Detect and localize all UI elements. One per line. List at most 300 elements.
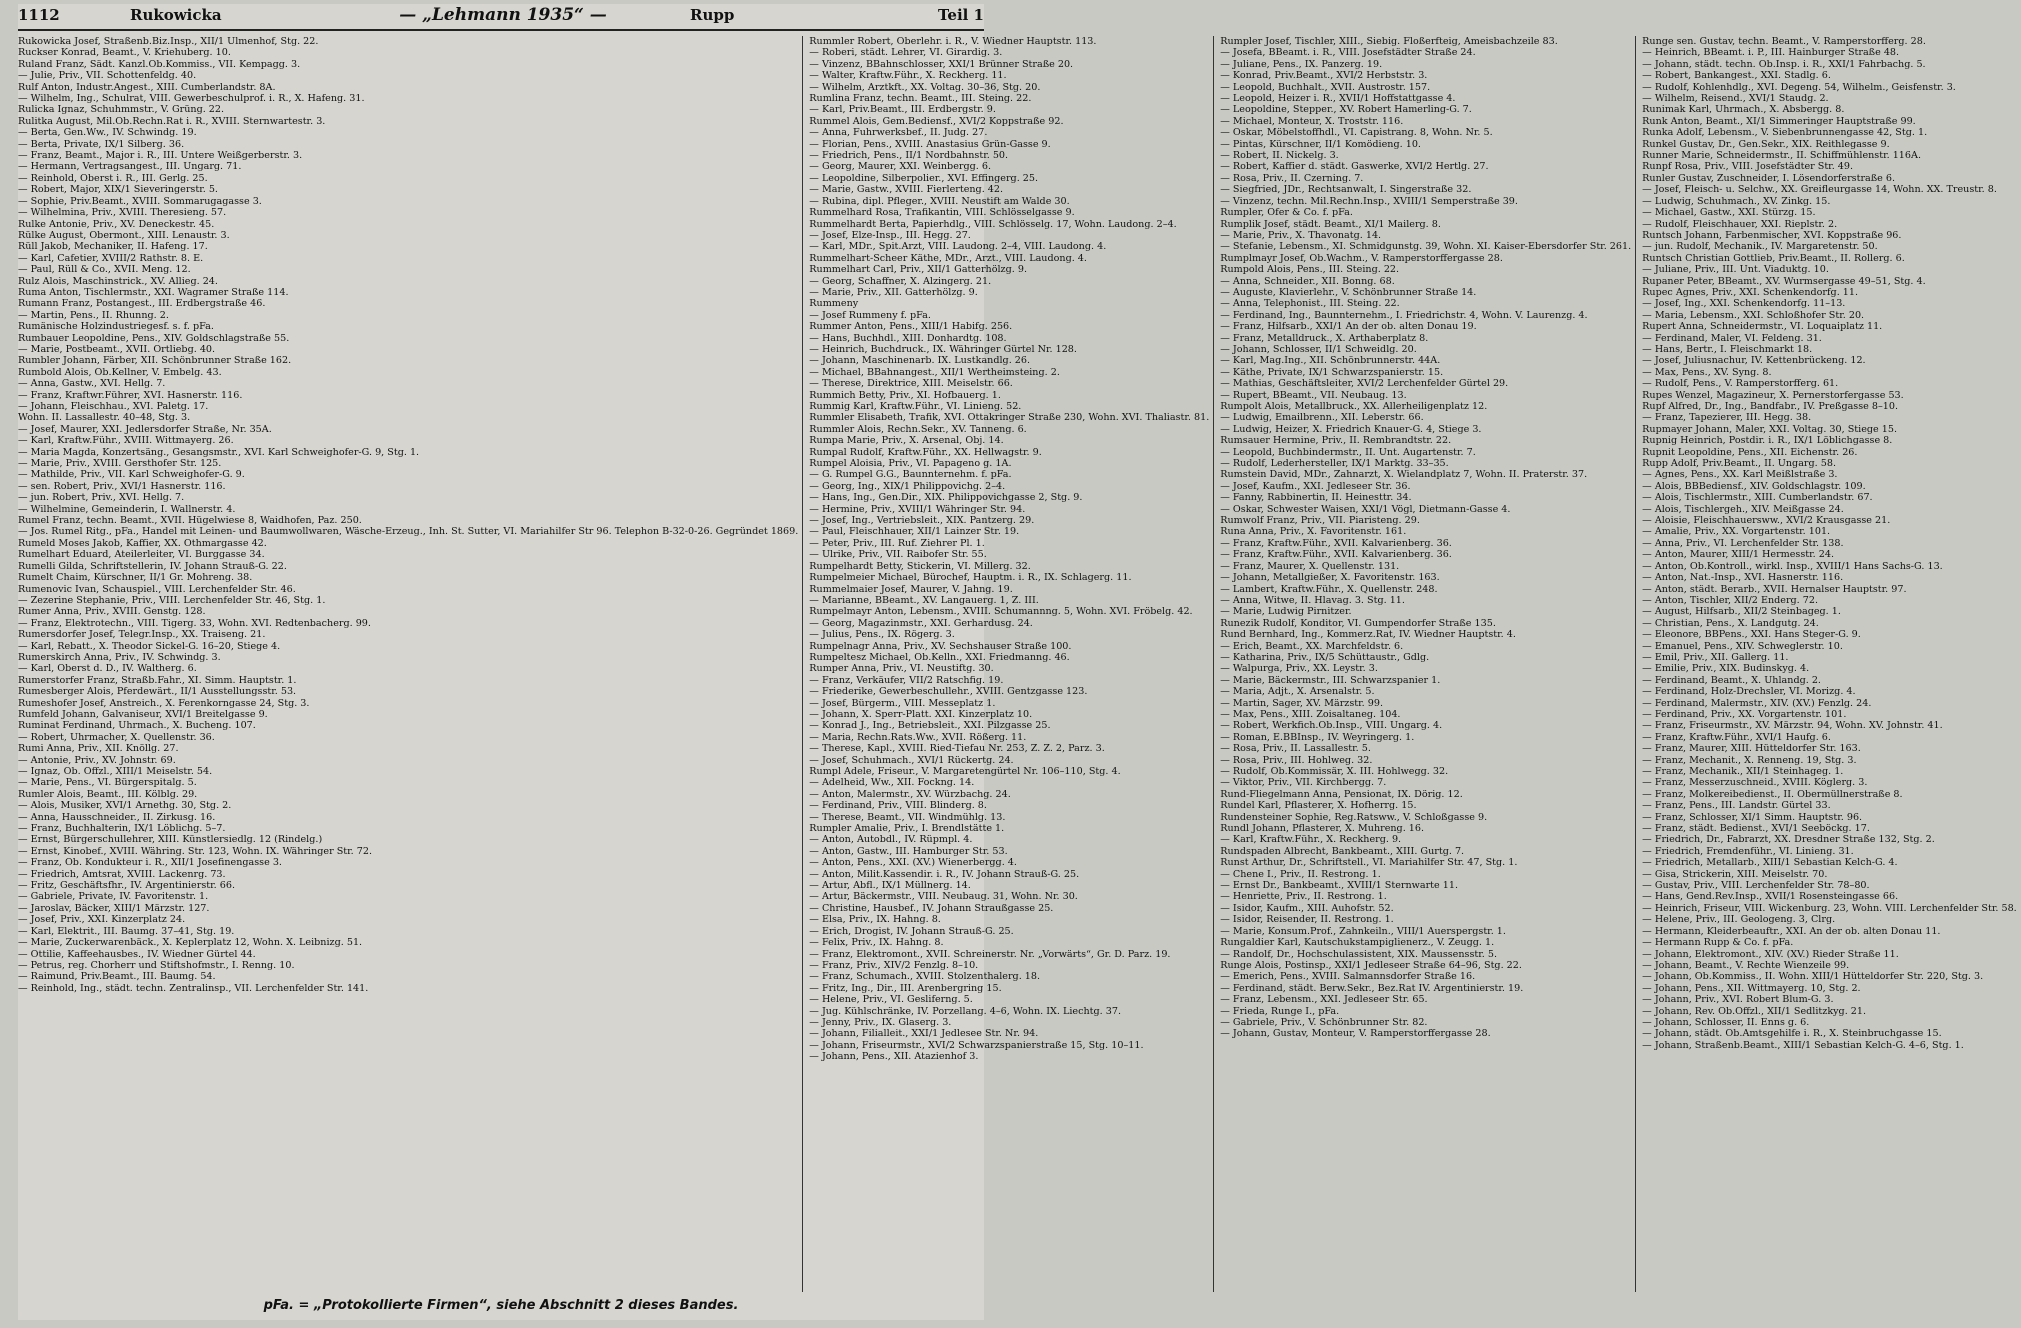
directory-entry: — Katharina, Priv., IX/5 Schüttaustr., Gdlg. — [1220, 651, 1430, 663]
directory-entry: — Helene, Priv., III. Geologeng. 3, Clrg. — [1642, 914, 1836, 926]
directory-entry: — Marie, Ludwig Pirnitzer. — [1220, 606, 1352, 618]
directory-entry: — Juliane, Priv., III. Unt. Viaduktg. 10. — [1642, 264, 1829, 276]
directory-entry: Rummig Karl, Kraftw.Führ., VI. Linieng. 52. — [809, 401, 1022, 412]
directory-entry: — Franz, Maurer, X. Quellenstr. 131. — [1220, 560, 1400, 572]
directory-entry: — Anton, Maurer, XIII/1 Hermesstr. 24. — [1642, 549, 1835, 561]
directory-entry: Ruckser Konrad, Beamt., V. Kriehuberg. 10. — [18, 47, 231, 59]
directory-entry: — Gustav, Priv., VIII. Lerchenfelder Str. 78–80. — [1642, 880, 1870, 892]
directory-entry: — Alois, Tischlermstr., XIII. Cumberlandstr. 67. — [1642, 492, 1873, 504]
directory-entry: Rumfeld Johann, Galvaniseur, XVI/1 Breitelgasse 9. — [18, 708, 268, 720]
directory-entry: Rund Bernhard, Ing., Kommerz.Rat, IV. Wiedner Hauptstr. 4. — [1220, 629, 1516, 641]
directory-entry: — sen. Robert, Priv., XVI/1 Hasnerstr. 116. — [18, 480, 226, 492]
directory-entry: — Franz, Ob. Kondukteur i. R., XII/1 Josefinengasse 3. — [18, 857, 282, 869]
directory-entry: — Anton, städt. Berarb., XVII. Hernalser Hauptstr. 97. — [1642, 583, 1907, 595]
directory-entry: — Walpurga, Priv., XX. Leystr. 3. — [1220, 663, 1378, 675]
directory-entry: — Sophie, Priv.Beamt., XVIII. Sommarugagasse 3. — [18, 195, 262, 207]
directory-entry: — Ferdinand, Malermstr., XIV. (XV.) Fenzlg. 24. — [1642, 697, 1872, 709]
directory-entry: — Alois, Musiker, XVI/1 Arnethg. 30, Stg. 2. — [18, 800, 232, 812]
directory-entry: — Josef, Ing., Vertriebsleit., XIX. Pantzerg. 29. — [809, 515, 1035, 527]
directory-entry: — G. Rumpel G.G., Baunnternehm. f. pFa. — [809, 469, 1012, 481]
directory-entry: — Rudolf, Ob.Kommissär, X. III. Hohlwegg. 32. — [1220, 766, 1449, 777]
directory-entry: Runimak Karl, Uhrmach., X. Absbergg. 8. — [1642, 104, 1845, 116]
directory-entry: — Pintas, Kürschner, II/1 Komödieng. 10. — [1220, 138, 1421, 150]
directory-entry: — Lambert, Kraftw.Führ., X. Quellenstr. 248. — [1220, 583, 1438, 595]
directory-entry: Rumi Anna, Priv., XII. Knöllg. 27. — [18, 743, 179, 755]
directory-entry: — Karl, MDr., Spit.Arzt, VIII. Laudong. 2–4, VIII. Laudong. 4. — [809, 241, 1107, 253]
directory-entry: — Franz, Pens., III. Landstr. Gürtel 33. — [1642, 800, 1831, 812]
directory-entry: — Auguste, Klavierlehr., V. Schönbrunner Straße 14. — [1220, 286, 1477, 298]
directory-entry: — Rudolf, Pens., V. Ramperstorfferg. 61. — [1642, 378, 1839, 390]
directory-entry: Rummelhart Carl, Priv., XII/1 Gatterhölzg. 9. — [809, 264, 1028, 276]
directory-entry: — Franz, Kraftw.Führ., XVII. Kalvarienberg. 36. — [1220, 537, 1452, 549]
directory-entry: Rund-Fliegelmann Anna, Pensionat, IX. Dörig. 12. — [1220, 788, 1463, 800]
directory-entry: — Gisa, Strickerin, XIII. Meiselstr. 70. — [1642, 868, 1828, 880]
directory-entry: Rumpal Rudolf, Kraftw.Führ., XX. Hellwagstr. 9. — [809, 446, 1042, 458]
directory-entry: — Ferdinand, Priv., VIII. Blinderg. 8. — [809, 800, 987, 812]
directory-entry: Rupf Alfred, Dr., Ing., Bandfabr., IV. Preßgasse 8–10. — [1642, 401, 1899, 412]
directory-entry: — Josef Rummeny f. pFa. — [809, 309, 931, 321]
directory-entry: Rülke August, Obermont., XIII. Lenaustr. 3. — [18, 229, 230, 241]
directory-entry: — Karl, Kraftw.Führ., XVIII. Wittmayerg. 26. — [18, 435, 234, 447]
directory-entry: — Franz, Kraftw.Führ., XVII. Kalvarienberg. 36. — [1220, 549, 1452, 561]
directory-entry: — Franz, Maurer, XIII. Hütteldorfer Str. 163. — [1642, 743, 1861, 755]
directory-entry: — Franz, Messerzuschneid., XVIII. Köglerg. 3. — [1642, 777, 1868, 789]
directory-entry: Rumstein David, MDr., Zahnarzt, X. Wielandplatz 7, Wohn. II. Praterstr. 37. — [1220, 469, 1588, 481]
directory-entry: — Ernst, Kinobef., XVIII. Währing. Str. 123, Wohn. IX. Währinger Str. 72. — [18, 845, 373, 857]
directory-entry: — Roman, E.BBInsp., IV. Weyringerg. 1. — [1220, 731, 1415, 743]
directory-entry: Ruma Anton, Tischlermstr., XXI. Wagramer Straße 114. — [18, 286, 289, 298]
directory-entry: — Viktor, Priv., VII. Kirchbergg. 7. — [1220, 777, 1387, 789]
directory-entry: — Ludwig, Heizer, X. Friedrich Knauer-G. 4, Stiege 3. — [1220, 423, 1482, 435]
directory-entry: — Johann, Schlosser, II/1 Schweidlg. 20. — [1220, 343, 1417, 355]
directory-entry: — Agnes, Pens., XX. Karl Meißlstraße 3. — [1642, 469, 1838, 481]
directory-entry: — Martin, Sager, XV. Märzstr. 99. — [1220, 697, 1384, 709]
directory-entry: Rumplmayr Josef, Ob.Wachm., V. Ramperstorffergasse 28. — [1220, 252, 1503, 264]
directory-entry: — Franz, Beamt., Major i. R., III. Untere Weißgerberstr. 3. — [18, 150, 303, 162]
directory-entry: — Georg, Ing., XIX/1 Philippovichg. 2–4. — [809, 480, 1006, 492]
directory-entry: Rumpelnagr Anna, Priv., XV. Sechshauser Straße 100. — [809, 640, 1072, 652]
directory-entry: — Artur, Bäckermstr., VIII. Neubaug. 31, Wohn. Nr. 30. — [809, 891, 1078, 903]
directory-entry: — Johann, städt. techn. Ob.Insp. i. R., XXI/1 Fahrbachg. 5. — [1642, 58, 1926, 70]
directory-entry: — Josef, Priv., XXI. Kinzerplatz 24. — [18, 914, 186, 926]
directory-entry: Rumelli Gilda, Schriftstellerin, IV. Johann Strauß-G. 22. — [18, 560, 287, 572]
directory-entry: Rumwolf Franz, Priv., VII. Piaristeng. 29. — [1220, 515, 1420, 527]
directory-entry: — Rudolf, Fleischhauer, XXI. Rieplstr. 2. — [1642, 218, 1838, 230]
directory-entry: Rummeny — [809, 298, 859, 310]
directory-entry: — Karl, Oberst d. D., IV. Waltherg. 6. — [18, 663, 197, 675]
directory-entry: — Johann, Maschinenarb. IX. Lustkandlg. 26. — [809, 355, 1031, 367]
directory-entry: — Zezerine Stephanie, Priv., VIII. Lerchenfelder Str. 46, Stg. 1. — [18, 594, 326, 606]
directory-entry: — Hans, Gend.Rev.Insp., XVII/1 Rosensteingasse 66. — [1642, 891, 1899, 903]
directory-entry: Rumpel Aloisia, Priv., VI. Papageno g. 1A. — [809, 458, 1012, 470]
directory-entry: — Ernst, Bürgerschullehrer, XIII. Künstlersiedlg. 12 (Rindelg.) — [18, 834, 323, 846]
directory-entry: — Max, Pens., XIII. Zoisaltaneg. 104. — [1220, 708, 1401, 720]
directory-entry: — Anna, Gastw., XVI. Hellg. 7. — [18, 378, 166, 390]
directory-entry: — Stefanie, Lebensm., XI. Schmidgunstg. 39, Wohn. XI. Kaiser-Ebersdorfer Str. 261. — [1220, 241, 1632, 253]
directory-entry: Rummel Alois, Gem.Bediensf., XVI/2 Koppstraße 92. — [809, 115, 1064, 127]
directory-entry: — Friedrich, Dr., Fabrarzt, XX. Dresdner Straße 132, Stg. 2. — [1642, 834, 1935, 846]
directory-entry: — Emanuel, Pens., XIV. Schweglerstr. 10. — [1642, 640, 1843, 652]
directory-entry: — Therese, Beamt., VII. Windmühlg. 13. — [809, 811, 1006, 823]
directory-entry: — Anton, Autobdl., IV. Rüpmpl. 4. — [809, 834, 973, 846]
directory-entry: — Friedrich, Metallarb., XIII/1 Sebastian Kelch-G. 4. — [1642, 857, 1898, 869]
directory-entry: Rummelhardt Berta, Papierhdlg., VIII. Schlösselg. 17, Wohn. Laudong. 2–4. — [809, 218, 1177, 230]
directory-entry: — Vinzenz, BBahnschlosser, XXI/1 Brünner Straße 20. — [809, 58, 1074, 70]
header-first-name: Rukowicka — [130, 6, 222, 24]
directory-entry: Rulf Anton, Industr.Angest., XIII. Cumberlandstr. 8A. — [18, 81, 276, 93]
directory-entry: Rumplik Josef, städt. Beamt., XI/1 Mailerg. 8. — [1220, 218, 1441, 230]
directory-entry: — Anton, Pens., XXI. (XV.) Wienerbergg. 4. — [809, 857, 1017, 869]
directory-entry: — Robert, II. Nickelg. 3. — [1220, 150, 1339, 162]
directory-entry: Rumerskirch Anna, Priv., IV. Schwindg. 3. — [18, 651, 221, 663]
directory-entry: — Leopold, Buchhalt., XVII. Austrostr. 157. — [1220, 81, 1431, 93]
directory-entry: — Franz, Schlosser, XI/1 Simm. Hauptstr. 96. — [1642, 811, 1863, 823]
directory-entry: Rummelhart-Scheer Käthe, MDr., Arzt., VIII. Laudong. 4. — [809, 252, 1087, 264]
directory-entry: — Max, Pens., XV. Syng. 8. — [1642, 366, 1772, 378]
directory-entry: — Frieda, Runge I., pFa. — [1220, 1005, 1340, 1017]
directory-entry: — Josef, Bürgerm., VIII. Messeplatz 1. — [809, 697, 996, 709]
directory-entry: — Siegfried, JDr., Rechtsanwalt, I. Singerstraße 32. — [1220, 184, 1472, 196]
directory-entry: Rummler Alois, Rechn.Sekr., XV. Tanneng. 6. — [809, 423, 1027, 435]
directory-entry: — Marie, Pens., VI. Bürgerspitalg. 5. — [18, 777, 197, 789]
directory-entry: — Maria, Rechn.Rats.Ww., XVII. Rößerg. 11. — [809, 731, 1027, 743]
directory-entry: — Hans, Ing., Gen.Dir., XIX. Philippovichgasse 2, Stg. 9. — [809, 492, 1083, 504]
directory-entry: Ruminat Ferdinand, Uhrmach., X. Bucheng. 107. — [18, 720, 256, 732]
directory-entry: — Hans, Buchhdl., XIII. Donhardtg. 108. — [809, 332, 1007, 344]
directory-entry: — Johann, Schlosser, II. Enns g. 6. — [1642, 1016, 1810, 1028]
directory-title: — „Lehmann 1935“ — — [399, 5, 607, 25]
directory-page — [18, 4, 2017, 1320]
directory-entry: Rumpler, Ofer & Co. f. pFa. — [1220, 207, 1353, 219]
directory-entry: Rupes Wenzel, Magazineur, X. Pernerstorfergasse 53. — [1642, 389, 1904, 401]
directory-entry: — Heinrich, Buchdruck., IX. Währinger Gürtel Nr. 128. — [809, 343, 1077, 355]
directory-entry: — Anna, Schneider., XII. Bonng. 68. — [1220, 275, 1395, 287]
directory-entry: — Franz, Lebensm., XXI. Jedleseer Str. 65. — [1220, 994, 1428, 1006]
directory-entry: Rumsauer Hermine, Priv., II. Rembrandtstr. 22. — [1220, 435, 1452, 447]
directory-entry: Rungaldier Karl, Kautschukstampiglienerz., V. Zeugg. 1. — [1220, 937, 1495, 949]
directory-entry: — Franz, Verkäufer, VII/2 Ratschfig. 19. — [809, 674, 1004, 686]
directory-entry: Runezik Rudolf, Konditor, VI. Gumpendorfer Straße 135. — [1220, 617, 1496, 629]
directory-entry: — Konrad, Priv.Beamt., XVI/2 Herbststr. 3. — [1220, 70, 1428, 82]
directory-entry: — Rudolf, Kohlenhdlg., XVI. Degeng. 54, Wilhelm., Geisfenstr. 3. — [1642, 81, 1956, 93]
directory-entry: — Johann, Ob.Kommiss., II. Wohn. XIII/1 Hütteldorfer Str. 220, Stg. 3. — [1642, 971, 1984, 983]
directory-entry: — Johann, Priv., XVI. Robert Blum-G. 3. — [1642, 994, 1834, 1006]
directory-entry: — Leopold, Buchbindermstr., II. Unt. Augartenstr. 7. — [1220, 446, 1476, 458]
directory-entry: — Josef, Ing., XXI. Schenkendorfg. 11–13. — [1642, 298, 1846, 310]
directory-entry: Rumpler Josef, Tischler, XIII., Siebig. Floßerfteig, Ameisbachzeile 83. — [1220, 36, 1558, 47]
directory-entry: Rumeld Moses Jakob, Kaffier, XX. Othmargasse 42. — [18, 537, 267, 549]
directory-entry: — Julius, Pens., IX. Rögerg. 3. — [809, 629, 955, 641]
directory-entry: — Karl, Cafetier, XVIII/2 Rathstr. 8. E. — [18, 252, 204, 264]
directory-entry: Rumpelmeier Michael, Bürochef, Hauptm. i. R., IX. Schlagerg. 11. — [809, 572, 1132, 584]
directory-entry: — Elsa, Priv., IX. Hahng. 8. — [809, 914, 941, 926]
directory-entry: — Raimund, Priv.Beamt., III. Baumg. 54. — [18, 971, 216, 983]
directory-entry: — Gabriele, Private, IV. Favoritenstr. 1. — [18, 891, 209, 903]
directory-entry: Rumpold Alois, Pens., III. Steing. 22. — [1220, 264, 1400, 276]
directory-entry: — Hermann Rupp & Co. f. pFa. — [1642, 937, 1794, 949]
directory-entry: — Johann, Elektromont., XIV. (XV.) Rieder Straße 11. — [1642, 948, 1899, 960]
directory-entry: — Marie, Postbeamt., XVII. Ortliebg. 40. — [18, 343, 216, 355]
directory-entry: — Johann, Friseurmstr., XVI/2 Schwarzspanierstraße 15, Stg. 10–11. — [809, 1039, 1144, 1051]
directory-entry: Rumbauer Leopoldine, Pens., XIV. Goldschlagstraße 55. — [18, 332, 290, 344]
directory-entry: — Wilhelm, Ing., Schulrat, VIII. Gewerbeschulprof. i. R., X. Hafeng. 31. — [18, 93, 365, 105]
directory-entry: — Erich, Beamt., XX. Marchfeldstr. 6. — [1220, 640, 1404, 652]
directory-entry: — Karl, Elektrit., III. Baumg. 37–41, Stg. 19. — [18, 925, 235, 937]
directory-entry: — Johann, Beamt., V. Rechte Wienzeile 99. — [1642, 959, 1850, 971]
directory-entry: — Marie, Bäckermstr., III. Schwarzspanier 1. — [1220, 674, 1441, 686]
directory-entry: — Franz, Elektrotechn., VIII. Tigerg. 33, Wohn. XVI. Redtenbacherg. 99. — [18, 617, 371, 629]
part-label: Teil 1 — [937, 6, 984, 24]
directory-entry: — Josef, Kaufm., XXI. Jedleseer Str. 36. — [1220, 480, 1411, 492]
directory-entry: — Johann, Metallgießer, X. Favoritenstr. 163. — [1220, 572, 1440, 584]
directory-entry: — Josef, Fleisch- u. Selchw., XX. Greifleurgasse 14, Wohn. XX. Treustr. 8. — [1642, 184, 1997, 196]
directory-entry: — Henriette, Priv., II. Restrong. 1. — [1220, 891, 1387, 903]
directory-entry: Rumper Anna, Priv., VI. Neustiftg. 30. — [809, 663, 994, 675]
directory-entry: — Ferdinand, Beamt., X. Uhlandg. 2. — [1642, 674, 1821, 686]
directory-entry: — Marie, Konsum.Prof., Zahnkeiln., VIII/1 Auerspergstr. 1. — [1220, 925, 1506, 937]
directory-entry: Wohn. II. Lassallestr. 40–48, Stg. 3. — [18, 412, 191, 424]
directory-entry: — Johann, Rev. Ob.Offzl., XII/1 Sedlitzkyg. 21. — [1642, 1005, 1867, 1017]
directory-entry: Rüll Jakob, Mechaniker, II. Hafeng. 17. — [18, 241, 208, 253]
directory-entry: Rumänische Holzindustriegesf. s. f. pFa. — [18, 321, 214, 333]
directory-entry: — August, Hilfsarb., XII/2 Steinbageg. 1. — [1642, 606, 1841, 618]
directory-entry: — Johann, städt. Ob.Amtsgehilfe i. R., X. Steinbruchgasse 15. — [1642, 1028, 1942, 1040]
directory-entry: — Roberi, städt. Lehrer, VI. Girardig. 3. — [809, 47, 1003, 59]
directory-entry: — Alois, BBBediensf., XIV. Goldschlagstr. 109. — [1642, 480, 1866, 492]
directory-entry: Rumenovic Ivan, Schauspiel., VIII. Lerchenfelder Str. 46. — [18, 583, 296, 595]
directory-entry: — Rosa, Priv., II. Lassallestr. 5. — [1220, 743, 1371, 755]
directory-entry: Rundl Johann, Pflasterer, X. Muhreng. 16. — [1220, 823, 1425, 835]
directory-entry: — Maria Magda, Konzertsäng., Gesangsmstr., XVI. Karl Schweighofer-G. 9, Stg. 1. — [18, 446, 420, 458]
directory-entry: Rumann Franz, Postangest., III. Erdbergstraße 46. — [18, 298, 266, 310]
directory-entry: — Friederike, Gewerbeschullehr., XVIII. Gentzgasse 123. — [809, 686, 1088, 698]
directory-entry: — Jenny, Priv., IX. Glaserg. 3. — [809, 1016, 952, 1028]
directory-entry: — Maria, Adjt., X. Arsenalstr. 5. — [1220, 686, 1375, 698]
directory-entry: — Rubina, dipl. Pfleger., XVIII. Neustift am Walde 30. — [809, 195, 1070, 207]
directory-entry: — Isidor, Kaufm., XIII. Auhofstr. 52. — [1220, 902, 1394, 914]
directory-entry: — Anton, Nat.-Insp., XVI. Hasnerstr. 116. — [1642, 572, 1844, 584]
directory-entry: — Anna, Witwe, II. Hlavag. 3. Stg. 11. — [1220, 594, 1405, 606]
directory-entry: — Anton, Tischler, XII/2 Enderg. 72. — [1642, 594, 1819, 606]
directory-entry: Rumelt Chaim, Kürschner, II/1 Gr. Mohreng. 38. — [18, 572, 253, 584]
footer-note: pFa. = „Protokollierte Firmen“, siehe Abschnitt 2 dieses Bandes. — [263, 1298, 739, 1313]
directory-entry: Runner Marie, Schneidermstr., II. Schiffmühlenstr. 116A. — [1642, 150, 1921, 162]
directory-entry: — Johann, Straßenb.Beamt., XIII/1 Sebastian Kelch-G. 4–6, Stg. 1. — [1642, 1039, 1964, 1051]
directory-entry: — Franz, Tapezierer, III. Hegg. 38. — [1642, 412, 1812, 424]
directory-entry: — Ignaz, Ob. Offzl., XIII/1 Meiselstr. 54. — [18, 766, 213, 777]
directory-entry: Rummler Elisabeth, Trafik, XVI. Ottakringer Straße 230, Wohn. XVI. Thaliastr. 81. — [809, 412, 1210, 424]
directory-entry: — Fritz, Ing., Dir., III. Arenbergring 15. — [809, 982, 1002, 994]
directory-entry: — Robert, Bankangest., XXI. Stadlg. 6. — [1642, 70, 1831, 82]
directory-entry: — Martin, Pens., II. Rhunng. 2. — [18, 309, 169, 321]
directory-entry: Rundel Karl, Pflasterer, X. Hofherrg. 15. — [1220, 800, 1417, 812]
directory-entry: — Michael, Gastw., XXI. Stürzg. 15. — [1642, 207, 1816, 219]
directory-entry: — Käthe, Private, IX/1 Schwarzspanierstr. 15. — [1220, 366, 1444, 378]
directory-entry: — Marie, Gastw., XVIII. Fierlerteng. 42. — [809, 184, 1004, 196]
directory-entry: Runge sen. Gustav, techn. Beamt., V. Ramperstorfferg. 28. — [1642, 36, 1926, 47]
directory-entry: — Anna, Telephonist., III. Steing. 22. — [1220, 298, 1400, 310]
directory-entry: — Hermann, Kleiderbeauftr., XXI. An der ob. alten Donau 11. — [1642, 925, 1941, 937]
directory-entry: — Jaroslav, Bäcker, XIII/1 Märzstr. 127. — [18, 902, 210, 914]
directory-entry: — Friedrich, Fremdenführ., VI. Linieng. 31. — [1642, 845, 1854, 857]
directory-entry: Rulke Antonie, Priv., XV. Deneckestr. 45. — [18, 218, 215, 230]
directory-entry: — Rupert, BBeamt., VII. Neubaug. 13. — [1220, 389, 1407, 401]
directory-entry: Rumbler Johann, Färber, XII. Schönbrunner Straße 162. — [18, 355, 292, 367]
directory-entry: — Therese, Direktrice, XIII. Meiselstr. 66. — [809, 378, 1013, 390]
directory-entry: Rumel Franz, techn. Beamt., XVII. Hügelwiese 8, Waidhofen, Paz. 250. — [18, 515, 362, 527]
directory-entry: — Josef, Schuhmach., XVI/1 Rückertg. 24. — [809, 754, 1014, 766]
directory-entry: — Josef, Juliusnachur, IV. Kettenbrückeng. 12. — [1642, 355, 1866, 367]
directory-entry: — Emil, Priv., XII. Gallerg. 11. — [1642, 651, 1789, 663]
directory-entry: Rumpelhardt Betty, Stickerin, VI. Millerg. 32. — [809, 560, 1031, 572]
directory-entry: Rupec Agnes, Priv., XXI. Schenkendorfg. 11. — [1642, 286, 1859, 298]
directory-entry: — Friedrich, Pens., II/1 Nordbahnstr. 50. — [809, 150, 1009, 162]
directory-entry: Runtsch Johann, Farbenmischer, XVI. Koppstraße 96. — [1642, 229, 1902, 241]
directory-entry: — Juliane, Pens., IX. Panzerg. 19. — [1220, 58, 1383, 70]
header-last-name: Rupp — [690, 6, 735, 24]
directory-entry: Rummelhard Rosa, Trafikantin, VIII. Schlösselgasse 9. — [809, 207, 1075, 219]
directory-entry: — Michael, Monteur, X. Troststr. 116. — [1220, 115, 1404, 127]
directory-entry: — Wilhelm, Arztkft., XX. Voltag. 30–36, Stg. 20. — [809, 81, 1041, 93]
directory-entry: — Heinrich, BBeamt. i. P., III. Hainburger Straße 48. — [1642, 47, 1900, 59]
directory-entry: — Friedrich, Amtsrat, XVIII. Lackenrg. 73. — [18, 868, 226, 880]
directory-entry: Rumlina Franz, techn. Beamt., III. Steing. 22. — [809, 93, 1032, 105]
directory-entry: — Johann, Fleischhau., XVI. Paletg. 17. — [18, 401, 209, 412]
directory-entry: — Konrad J., Ing., Betriebsleit., XXI. Pilzgasse 25. — [809, 720, 1051, 732]
directory-entry: — Karl, Priv.Beamt., III. Erdbergstr. 9. — [809, 104, 996, 116]
page-number: 1112 — [18, 6, 60, 24]
directory-entry: Rumeshofer Josef, Anstreich., X. Ferenkorngasse 24, Stg. 3. — [18, 697, 310, 709]
directory-entry: Rumpelmayr Anton, Lebensm., XVIII. Schumannng. 5, Wohn. XVI. Fröbelg. 42. — [809, 606, 1193, 618]
directory-entry: Rumler Alois, Beamt., III. Kölblg. 29. — [18, 788, 198, 800]
directory-entry: — Franz, städt. Bedienst., XVI/1 Seeböckg. 17. — [1642, 823, 1870, 835]
directory-entry: — Georg, Maurer, XXI. Weinbergg. 6. — [809, 161, 991, 173]
directory-entry: Rulitka August, Mil.Ob.Rechn.Rat i. R., XVIII. Sternwartestr. 3. — [18, 115, 326, 127]
directory-entry: — Leopold, Heizer i. R., XVII/1 Hoffstattgasse 4. — [1220, 93, 1456, 105]
directory-entry: — Josef, Maurer, XXI. Jedlersdorfer Straße, Nr. 35A. — [18, 423, 272, 435]
directory-entry: — Alois, Tischlergeh., XIV. Meißgasse 24. — [1642, 503, 1844, 515]
directory-entry: — Franz, Kraftw.Führ., XVI/1 Haufg. 6. — [1642, 731, 1831, 743]
directory-entry: — Anton, Gastw., III. Hamburger Str. 53. — [809, 845, 1008, 857]
directory-entry: — Ferdinand, Holz-Drechsler, VI. Morizg. 4. — [1642, 686, 1856, 698]
directory-entry: — Julie, Priv., VII. Schottenfeldg. 40. — [18, 70, 197, 82]
directory-entry: Rumpa Marie, Priv., X. Arsenal, Obj. 14. — [809, 435, 1004, 447]
directory-entry: — Georg, Schaffner, X. Alzingerg. 21. — [809, 275, 992, 287]
directory-entry: — Therese, Kapl., XVIII. Ried-Tiefau Nr. 253, Z. Z. 2, Parz. 3. — [809, 743, 1105, 755]
directory-entry: — Franz, Friseurmstr., XV. Märzstr. 94, Wohn. XV. Johnstr. 41. — [1642, 720, 1943, 732]
directory-entry: — Ottilie, Kaffeehausbes., IV. Wiedner Gürtel 44. — [18, 948, 256, 960]
directory-entry: — Erich, Drogist, IV. Johann Strauß-G. 25. — [809, 925, 1014, 937]
directory-entry: — Franz, Kraftwr.Führer, XVI. Hasnerstr. 116. — [18, 389, 243, 401]
directory-entry: — Robert, Werkfich.Ob.Insp., VIII. Ungarg. 4. — [1220, 720, 1443, 732]
directory-entry: Runkel Gustav, Dr., Gen.Sekr., XIX. Reithlegasse 9. — [1642, 138, 1890, 150]
directory-entry: Runk Anton, Beamt., XI/1 Simmeringer Hauptstraße 99. — [1642, 115, 1916, 127]
directory-entry: — Hermann, Vertragsangest., III. Ungarg. 71. — [18, 161, 242, 173]
directory-entry: — Mathias, Geschäftsleiter, XVI/2 Lerchenfelder Gürtel 29. — [1220, 378, 1509, 390]
directory-entry: Rupp Adolf, Priv.Beamt., II. Ungarg. 58. — [1642, 458, 1837, 470]
directory-entry: — Ernst Dr., Bankbeamt., XVIII/1 Sternwarte 11. — [1220, 880, 1459, 892]
directory-entry: Rulicka Ignaz, Schuhmmstr., V. Grüng. 22. — [18, 104, 225, 116]
directory-entry: Rukowicka Josef, Straßenb.Biz.Insp., XII/1 Ulmenhof, Stg. 22. — [18, 36, 319, 47]
directory-entry: — Emerich, Pens., XVIII. Salmannsdorfer Straße 16. — [1220, 971, 1476, 983]
directory-entry: — Hans, Bertr., I. Fleischmarkt 18. — [1642, 343, 1813, 355]
directory-entry: — Rosa, Priv., III. Hohlweg. 32. — [1220, 754, 1373, 766]
directory-entry: Rupert Anna, Schneidermstr., VI. Loquaiplatz 11. — [1642, 321, 1883, 333]
directory-entry: — jun. Robert, Priv., XVI. Hellg. 7. — [18, 492, 185, 504]
directory-entry: — Johann, Pens., XII. Atazienhof 3. — [809, 1051, 979, 1063]
directory-entry: Runge Alois, Postinsp., XXI/1 Jedleseer Straße 64–96, Stg. 22. — [1220, 959, 1522, 971]
directory-entry: — Michael, BBahnangest., XII/1 Wertheimsteing. 2. — [809, 366, 1060, 378]
directory-entry: — Marie, Zuckerwarenbäck., X. Keplerplatz 12, Wohn. X. Leibnizg. 51. — [18, 937, 363, 949]
directory-entry: — Ferdinand, Ing., Baunnternehm., I. Friedrichstr. 4, Wohn. V. Laurenzg. 4. — [1220, 309, 1588, 321]
directory-entry: — Emilie, Priv., XIX. Budinskyg. 4. — [1642, 663, 1810, 675]
directory-entry: — Walter, Kraftw.Führ., X. Reckherg. 11. — [809, 70, 1007, 82]
directory-entry: Rumer Anna, Priv., XVIII. Genstg. 128. — [18, 606, 206, 618]
directory-entry: — Franz, Elektromont., XVII. Schreinerstr. Nr. „Vorwärts“, Gr. D. Parz. 19. — [809, 948, 1171, 960]
header-rule — [18, 29, 984, 31]
directory-entry: — Anna, Priv., VI. Lerchenfelder Str. 138. — [1642, 537, 1844, 549]
directory-entry: — Karl, Rebatt., X. Theodor Sickel-G. 16–20, Stiege 4. — [18, 640, 281, 652]
directory-entry: — Oskar, Möbelstoffhdl., VI. Capistrang. 8, Wohn. Nr. 5. — [1220, 127, 1493, 139]
directory-entry: Rumpler Amalie, Priv., I. Brendlstätte 1. — [809, 823, 1005, 835]
directory-entry: — Franz, Buchhalterin, IX/1 Löblichg. 5–7. — [18, 823, 226, 835]
directory-entry: Runler Gustav, Zuschneider, I. Lösendorferstraße 6. — [1642, 172, 1896, 184]
directory-entry: — Georg, Magazinmstr., XXI. Gerhardusg. 24. — [809, 617, 1033, 629]
directory-entry: — Jug. Kühlschränke, IV. Porzellang. 4–6, Wohn. IX. Liechtg. 37. — [809, 1005, 1121, 1017]
directory-entry: — Anton, Ob.Kontroll., wirkl. Insp., XVIII/1 Hans Sachs-G. 13. — [1642, 560, 1943, 572]
directory-entry: — Aloisie, Fleischhauersww., XVI/2 Krausgasse 21. — [1642, 515, 1891, 527]
directory-entry: — Johann, Filialleit., XXI/1 Jedlesee Str. Nr. 94. — [809, 1028, 1039, 1040]
directory-entry: Rundspaden Albrecht, Bankbeamt., XIII. Gurtg. 7. — [1220, 845, 1465, 857]
directory-entry: Rumerstorfer Franz, Straßb.Fahr., XI. Simm. Hauptstr. 1. — [18, 674, 297, 686]
column-3 — [1220, 36, 1636, 1292]
directory-entry: — Franz, Priv., XIV/2 Fenzlg. 8–10. — [809, 959, 979, 971]
directory-entry: — Fanny, Rabbinertin, II. Heinesttr. 34. — [1220, 492, 1412, 504]
directory-entry: — Josef, Elze-Insp., III. Hegg. 27. — [809, 229, 971, 241]
directory-entry: Rupmayer Johann, Maler, XXI. Voltag. 30, Stiege 15. — [1642, 423, 1898, 435]
directory-entry: — Ulrike, Priv., VII. Raibofer Str. 55. — [809, 549, 987, 561]
directory-entry: — Leopoldine, Silberpolier., XVI. Effingerg. 25. — [809, 172, 1039, 184]
directory-entry: Ruland Franz, Sädt. Kanzl.Ob.Kommiss., VII. Kempagg. 3. — [18, 58, 301, 70]
directory-entry: Runtsch Christian Gottlieb, Priv.Beamt., II. Rollerg. 6. — [1642, 252, 1905, 264]
directory-entry: Rumpolt Alois, Metallbruck., XX. Allerheiligenplatz 12. — [1220, 401, 1488, 412]
directory-entry: — Berta, Gen.Ww., IV. Schwindg. 19. — [18, 127, 197, 139]
directory-entry: — Anna, Hausschneider., II. Zirkusg. 16. — [18, 811, 216, 823]
directory-entry: — Heinrich, Friseur, VIII. Wickenburg. 23, Wohn. VIII. Lerchenfelder Str. 58. — [1642, 902, 2017, 914]
directory-entry: — Randolf, Dr., Hochschulassistent, XIX. Maussensstr. 5. — [1220, 948, 1498, 960]
directory-entry: — Marie, Priv., XII. Gatterhölzg. 9. — [809, 286, 978, 298]
directory-entry: — Reinhold, Oberst i. R., III. Gerlg. 25. — [18, 172, 208, 184]
directory-entry: Rupnit Leopoldine, Pens., XII. Eichenstr. 26. — [1642, 446, 1858, 458]
directory-entry: — Isidor, Reisender, II. Restrong. 1. — [1220, 914, 1394, 926]
directory-entry: — Ferdinand, Priv., XX. Vorgartenstr. 101. — [1642, 708, 1847, 720]
directory-entry: — Artur, Abfl., IX/1 Müllnerg. 14. — [809, 880, 971, 892]
directory-entry: — Franz, Metalldruck., X. Arthaberplatz 8. — [1220, 332, 1429, 344]
directory-entry: Rumpl Adele, Friseur., V. Margaretengürtel Nr. 106–110, Stg. 4. — [809, 766, 1121, 777]
directory-entry: Runka Adolf, Lebensm., V. Siebenbrunnengasse 42, Stg. 1. — [1642, 127, 1928, 139]
directory-entry: — Eleonore, BBPens., XXI. Hans Steger-G. 9. — [1642, 629, 1861, 641]
directory-entry: — Anna, Fuhrwerksbef., II. Judg. 27. — [809, 127, 988, 139]
directory-entry: — Paul, Fleischhauer, XII/1 Lainzer Str. 19. — [809, 526, 1020, 538]
directory-entry: — Reinhold, Ing., städt. techn. Zentralinsp., VII. Lerchenfelder Str. 141. — [18, 982, 369, 994]
directory-entry: — Adelheid, Ww., XII. Fockng. 14. — [809, 777, 975, 789]
directory-entry: — Marie, Priv., XVIII. Gersthofer Str. 125. — [18, 458, 222, 470]
directory-entry: — Christine, Hausbef., IV. Johann Straußgasse 25. — [809, 902, 1054, 914]
directory-entry: — Mathilde, Priv., VII. Karl Schweighofer-G. 9. — [18, 469, 245, 481]
directory-entry: — jun. Rudolf, Mechanik., IV. Margaretenstr. 50. — [1642, 241, 1878, 253]
directory-entry: — Helene, Priv., VI. Gesliferng. 5. — [809, 994, 973, 1006]
directory-entry: — Josefa, BBeamt. i. R., VIII. Josefstädter Straße 24. — [1220, 47, 1476, 59]
